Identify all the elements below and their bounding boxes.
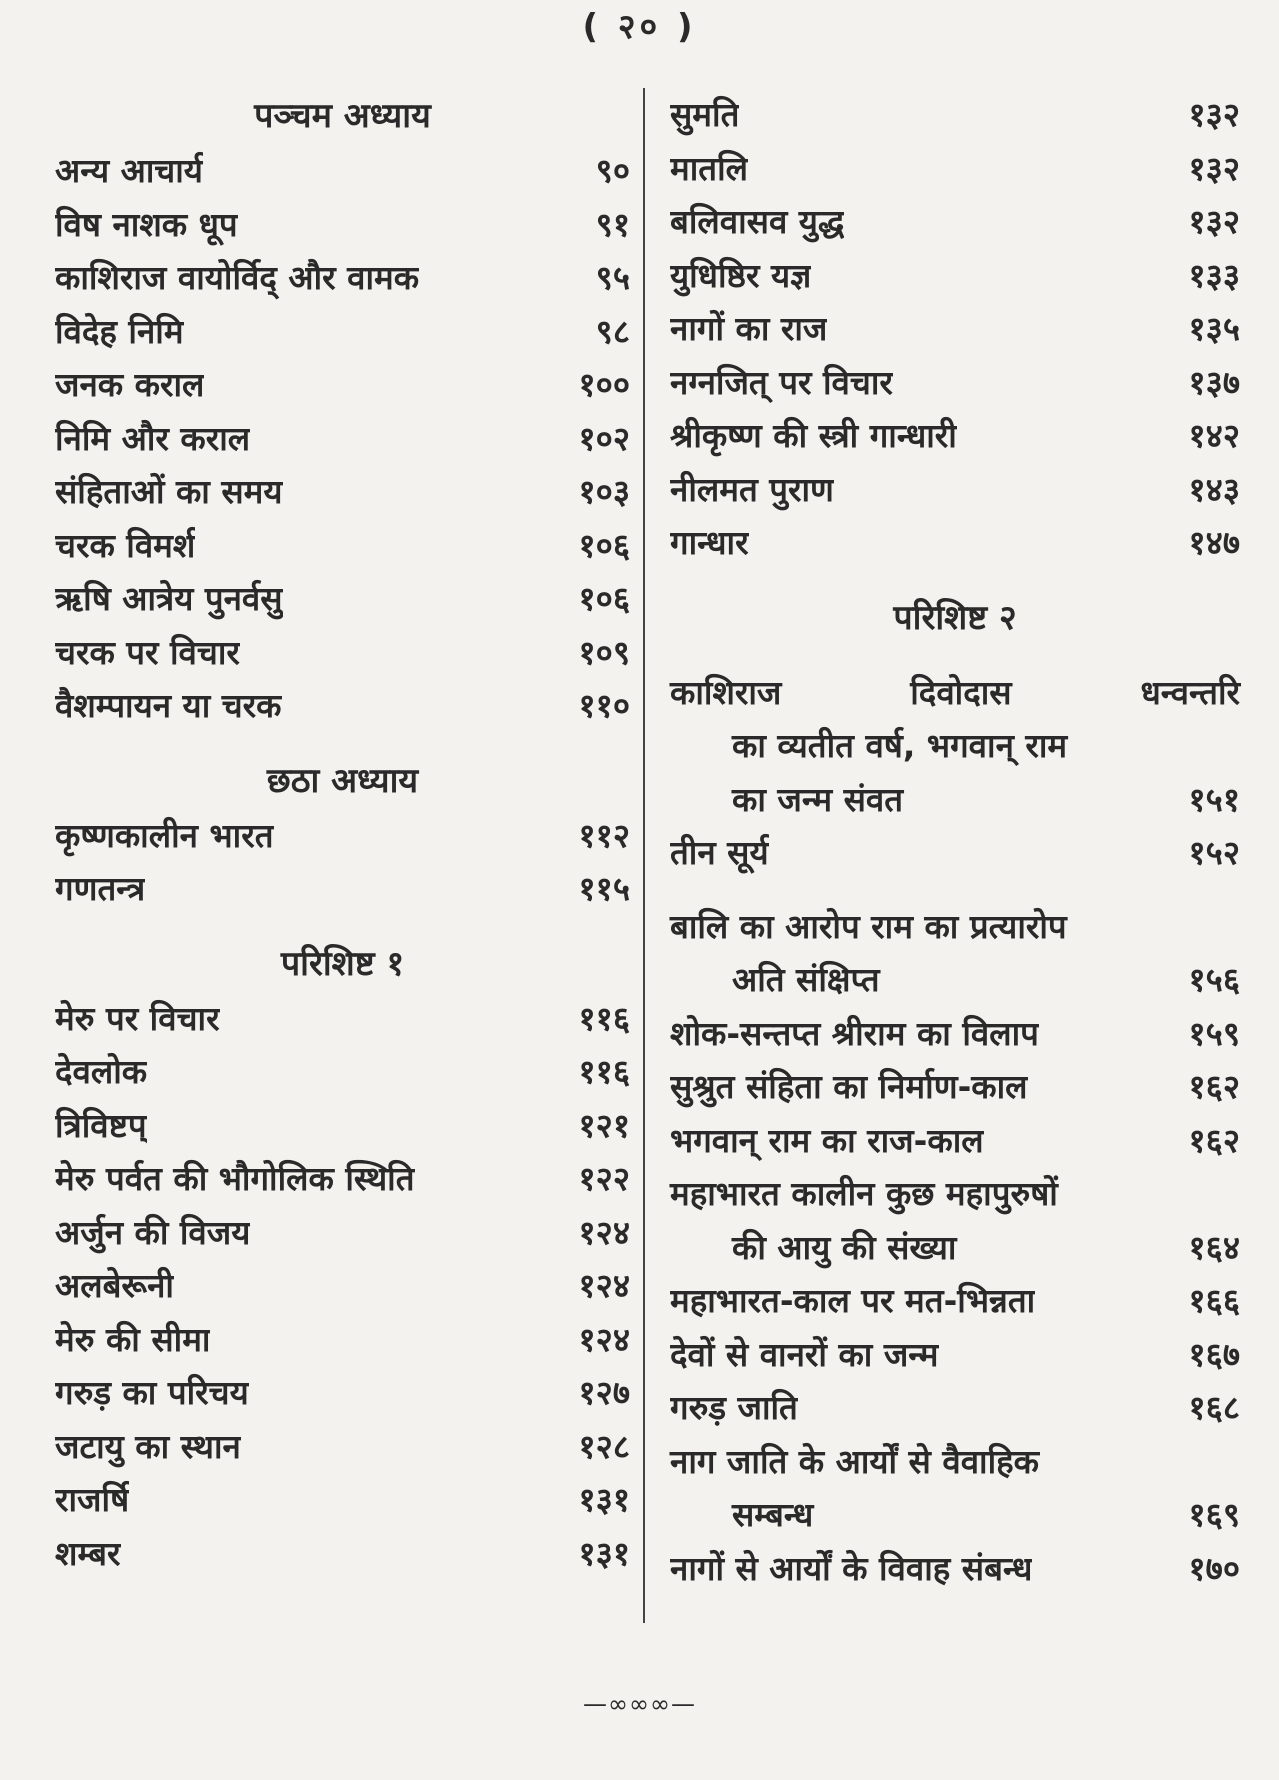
toc-entry	[670, 1114, 1240, 1168]
chapter-5-list	[55, 144, 630, 733]
toc-entry	[55, 1259, 630, 1313]
entry-page: १२१	[578, 1105, 630, 1145]
toc-entry	[55, 1313, 630, 1367]
entry-title: श्रीकृष्ण की स्त्री गान्धारी	[670, 416, 957, 455]
toc-entry	[55, 144, 630, 198]
toc-entry	[670, 302, 1240, 356]
toc-entry	[670, 1060, 1240, 1114]
toc-entry	[55, 679, 630, 733]
toc-entry	[670, 142, 1240, 196]
entry-page: १०३	[578, 472, 630, 511]
entry-page: ९८	[595, 311, 630, 351]
entry-title-line: नाग जाति के आर्यों से वैवाहिक	[670, 1441, 1039, 1481]
entry-title: गरुड़ का परिचय	[55, 1373, 249, 1412]
entry-title-line: काशिराज दिवोदास धन्वन्तरि	[670, 672, 1240, 712]
entry-page: १५१	[1188, 779, 1240, 819]
entry-page: १२७	[578, 1373, 630, 1412]
toc-entry	[670, 1542, 1240, 1596]
entry-page: ११६	[578, 998, 630, 1038]
entry-title: बलिवासव युद्ध	[670, 202, 845, 241]
entry-page: १४३	[1188, 469, 1240, 509]
entry-title: गान्धार	[670, 523, 749, 562]
entry-title: मेरु पर्वत की भौगोलिक स्थिति	[55, 1159, 415, 1198]
entry-title: गणतन्त्र	[55, 869, 146, 908]
toc-entry	[670, 195, 1240, 249]
entry-page: १५६	[1188, 960, 1240, 999]
entry-page: १३१	[578, 1480, 630, 1519]
entry-title-line: सम्बन्ध	[732, 1495, 814, 1534]
toc-entry	[55, 358, 630, 412]
toc-entry	[55, 1366, 630, 1420]
entry-page: १२४	[578, 1319, 630, 1359]
entry-page: ९१	[595, 204, 630, 244]
entry-page: १७०	[1188, 1548, 1240, 1588]
toc-entry	[670, 1167, 1240, 1274]
entry-title: सुश्रुत संहिता का निर्माण-काल	[670, 1067, 1028, 1106]
toc-entry	[55, 1099, 630, 1153]
entry-title: नग्नजित् पर विचार	[670, 362, 893, 402]
entry-title: निमि और कराल	[55, 418, 251, 458]
toc-entry	[55, 1527, 630, 1581]
entry-page: १३२	[1188, 202, 1240, 241]
entry-page: १६२	[1188, 1120, 1240, 1160]
entry-title: मेरु पर विचार	[55, 998, 220, 1038]
entry-page: १६६	[1188, 1281, 1240, 1320]
appendix-heading-2: परिशिष्ट २	[893, 597, 1017, 638]
entry-title-line: का जन्म संवत	[732, 779, 904, 819]
toc-entry	[55, 626, 630, 680]
toc-entry	[670, 826, 1240, 880]
entry-page: ९०	[595, 151, 630, 190]
entry-page: ११२	[578, 815, 630, 855]
entry-page: १६९	[1188, 1495, 1240, 1534]
footer-ornament: —∞∞∞—	[583, 1690, 696, 1718]
entry-title: वैशम्पायन या चरक	[55, 686, 282, 725]
entry-title-line: बालि का आरोप राम का प्रत्यारोप	[670, 906, 1067, 946]
toc-entry	[670, 1381, 1240, 1435]
entry-page: १३७	[1188, 362, 1240, 402]
toc-entry	[55, 992, 630, 1046]
entry-title: अलबेरूनी	[55, 1266, 174, 1305]
entry-page: १२२	[578, 1159, 630, 1198]
entry-page: १६८	[1188, 1388, 1240, 1427]
appendix-heading-1: परिशिष्ट १	[280, 943, 405, 984]
entry-page: १३१	[578, 1533, 630, 1573]
entry-title: संहिताओं का समय	[55, 472, 283, 511]
toc-entry	[55, 198, 630, 252]
entry-title: शोक-सन्तप्त श्रीराम का विलाप	[670, 1013, 1039, 1053]
entry-page: १२८	[578, 1426, 630, 1466]
toc-entry	[55, 519, 630, 573]
entry-page: १५२	[1188, 833, 1240, 872]
entry-page: १२४	[578, 1212, 630, 1252]
toc-entry	[670, 900, 1240, 1007]
toc-entry	[670, 409, 1240, 463]
toc-entry	[670, 463, 1240, 517]
right-column	[670, 88, 1240, 1595]
entry-title: राजर्षि	[55, 1480, 130, 1519]
toc-entry	[55, 572, 630, 626]
entry-page: ९५	[595, 258, 630, 297]
entry-title: विष नाशक धूप	[55, 204, 238, 244]
entry-title: तीन सूर्य	[670, 833, 769, 872]
entry-title: युधिष्ठिर यज्ञ	[670, 255, 812, 295]
entry-title: नागों का राज	[670, 309, 828, 348]
toc-entry	[670, 249, 1240, 303]
toc-entry	[670, 1328, 1240, 1382]
entry-title: भगवान् राम का राज-काल	[670, 1120, 984, 1160]
entry-page: १३५	[1188, 309, 1240, 348]
toc-entry	[55, 1473, 630, 1527]
chapter-heading-5: पञ्चम अध्याय	[254, 96, 431, 136]
entry-title: अन्य आचार्य	[55, 151, 203, 190]
entry-page: १०६	[578, 525, 630, 565]
entry-page: १२४	[578, 1266, 630, 1305]
entry-title: जटायु का स्थान	[55, 1426, 241, 1466]
chapter-heading-6: छठा अध्याय	[266, 760, 419, 801]
entry-page: १०६	[578, 579, 630, 618]
toc-entry	[55, 412, 630, 466]
toc-entry	[670, 1435, 1240, 1542]
entry-title: कृष्णकालीन भारत	[55, 815, 274, 855]
toc-entry	[670, 88, 1240, 142]
entry-page: ११०	[578, 686, 630, 725]
entry-title: काशिराज वायोर्विद् और वामक	[55, 258, 420, 297]
entry-title-line: अति संक्षिप्त	[732, 960, 880, 999]
entry-page: १०२	[578, 418, 630, 458]
column-divider	[643, 88, 645, 1623]
toc-entry	[55, 1152, 630, 1206]
entry-title: सुमति	[670, 95, 740, 134]
toc-entry	[670, 356, 1240, 410]
entry-title: महाभारत-काल पर मत-भिन्नता	[670, 1281, 1036, 1320]
toc-entry	[55, 1045, 630, 1099]
entry-page: १४७	[1188, 523, 1240, 562]
entry-title-line: की आयु की संख्या	[732, 1227, 957, 1267]
entry-title: चरक पर विचार	[55, 632, 240, 672]
entry-title-line: महाभारत कालीन कुछ महापुरुषों	[670, 1174, 1058, 1213]
entry-page: १३२	[1188, 95, 1240, 134]
left-column	[55, 88, 630, 1580]
entry-page: १४२	[1188, 416, 1240, 455]
page-number: ( २० )	[582, 7, 697, 47]
entry-title: चरक विमर्श	[55, 525, 196, 565]
toc-entry	[55, 809, 630, 863]
toc-entry	[55, 1420, 630, 1474]
toc-entry	[670, 1274, 1240, 1328]
toc-entry	[55, 305, 630, 359]
entry-page: १००	[578, 365, 630, 404]
entry-page: १५९	[1188, 1013, 1240, 1053]
chapter-6-continued-list	[670, 88, 1240, 570]
entry-page: १०९	[578, 632, 630, 672]
toc-entry	[55, 465, 630, 519]
entry-title: जनक कराल	[55, 365, 205, 404]
toc-entry	[55, 251, 630, 305]
entry-page: १३२	[1188, 148, 1240, 188]
entry-page: १६७	[1188, 1334, 1240, 1374]
entry-title: मातलि	[670, 148, 749, 188]
toc-entry	[55, 1206, 630, 1260]
entry-title: ऋषि आत्रेय पुनर्वसु	[55, 579, 283, 618]
entry-title: देवलोक	[55, 1052, 148, 1091]
entry-title: गरुड़ जाति	[670, 1388, 798, 1427]
toc-entry	[670, 516, 1240, 570]
entry-title: नीलमत पुराण	[670, 469, 834, 509]
entry-title: शम्बर	[55, 1533, 121, 1573]
entry-title: मेरु की सीमा	[55, 1319, 211, 1359]
entry-title: देवों से वानरों का जन्म	[670, 1334, 939, 1374]
entry-title: अर्जुन की विजय	[55, 1212, 251, 1252]
entry-title: नागों से आर्यों के विवाह संबन्ध	[670, 1548, 1033, 1588]
toc-entry	[55, 862, 630, 916]
toc-entry	[670, 666, 1240, 827]
entry-title-line: का व्यतीत वर्ष, भगवान् राम	[732, 726, 1068, 765]
entry-page: १३३	[1188, 255, 1240, 295]
entry-title: विदेह निमि	[55, 311, 184, 351]
entry-page: ११६	[578, 1052, 630, 1091]
appendix-1-list	[55, 992, 630, 1581]
entry-page: ११५	[578, 869, 630, 908]
entry-title: त्रिविष्टप्	[55, 1105, 147, 1145]
toc-entry	[670, 1007, 1240, 1061]
chapter-6-list	[55, 809, 630, 916]
entry-page: १६४	[1188, 1227, 1240, 1267]
entry-page: १६२	[1188, 1067, 1240, 1106]
